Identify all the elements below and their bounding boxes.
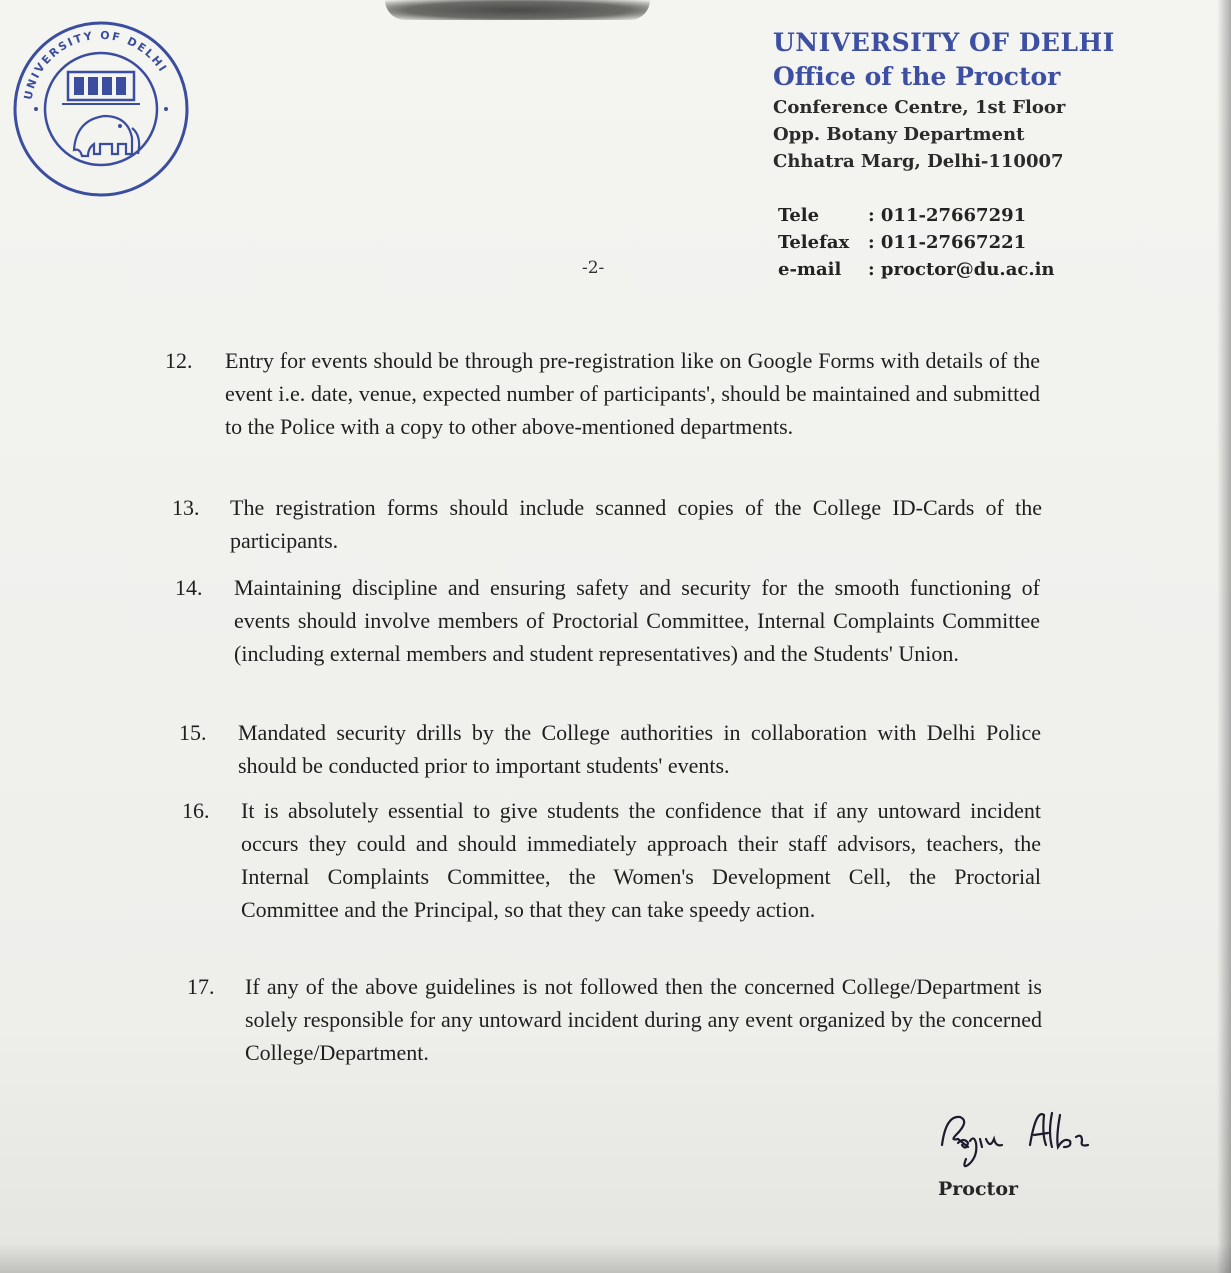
item-number: 15. — [179, 720, 207, 745]
contact-label: Tele — [778, 205, 820, 226]
address-line: Conference Centre, 1st Floor — [773, 97, 1066, 118]
item-text: Entry for events should be through pre-registration like on Google Forms with details of the event i.e. date, venue, expected number of participants', should be maintained and submitted to the Police with a copy to other above-mentioned departments. — [225, 348, 1040, 439]
signature-icon — [930, 1105, 1100, 1175]
office-name: Office of the Proctor — [773, 62, 1061, 91]
item-text: Mandated security drills by the College authorities in collaboration with Delhi Police should be conducted prior to important students' events. — [238, 720, 1041, 778]
contact-value: : proctor@du.ac.in — [868, 259, 1055, 280]
contact-label: Telefax — [778, 232, 850, 253]
page-bottom-shadow — [0, 1243, 1231, 1273]
contact-row-telefax — [778, 229, 1055, 256]
item-number: 16. — [182, 798, 210, 823]
university-seal-icon — [12, 20, 190, 198]
contact-row-tele — [778, 202, 1055, 229]
page-edge-shadow — [1217, 0, 1231, 1273]
item-number: 12. — [165, 348, 193, 373]
signatory-title: Proctor — [938, 1178, 1018, 1200]
contact-label: e-mail — [778, 259, 842, 280]
contact-value: : 011-27667221 — [868, 232, 1027, 253]
item-text: It is absolutely essential to give students the confidence that if any untoward incident occurs they could and should immediately approach their staff advisors, teachers, the Internal Complaints Committee, the Women's Development Cell, the Proctorial Committee and the Principal, so that they can take speedy action. — [241, 798, 1041, 922]
item-number: 13. — [172, 495, 200, 520]
address-line: Chhatra Marg, Delhi-110007 — [773, 151, 1064, 172]
item-text: If any of the above guidelines is not followed then the concerned College/Department is solely responsible for any untoward incident during any event organized by the concerned College/Department. — [245, 974, 1042, 1065]
item-text: The registration forms should include scanned copies of the College ID-Cards of the participants. — [230, 495, 1042, 553]
item-text: Maintaining discipline and ensuring safety and security for the smooth functioning of events should involve members of Proctorial Committee, Internal Complaints Committee (including external members and student representatives) and the Students' Union. — [234, 575, 1040, 666]
item-number: 14. — [175, 575, 203, 600]
page-number: -2- — [582, 258, 605, 278]
contact-row-email — [778, 256, 1055, 283]
seal-arc-text: UNIVERSITY OF DELHI — [21, 28, 170, 101]
university-name: UNIVERSITY OF DELHI — [773, 28, 1115, 57]
top-shadow — [385, 0, 650, 20]
contact-value: : 011-27667291 — [868, 205, 1027, 226]
item-number: 17. — [187, 974, 215, 999]
contact-block — [778, 202, 1055, 283]
letterhead — [773, 26, 1115, 175]
address-line: Opp. Botany Department — [773, 124, 1025, 145]
